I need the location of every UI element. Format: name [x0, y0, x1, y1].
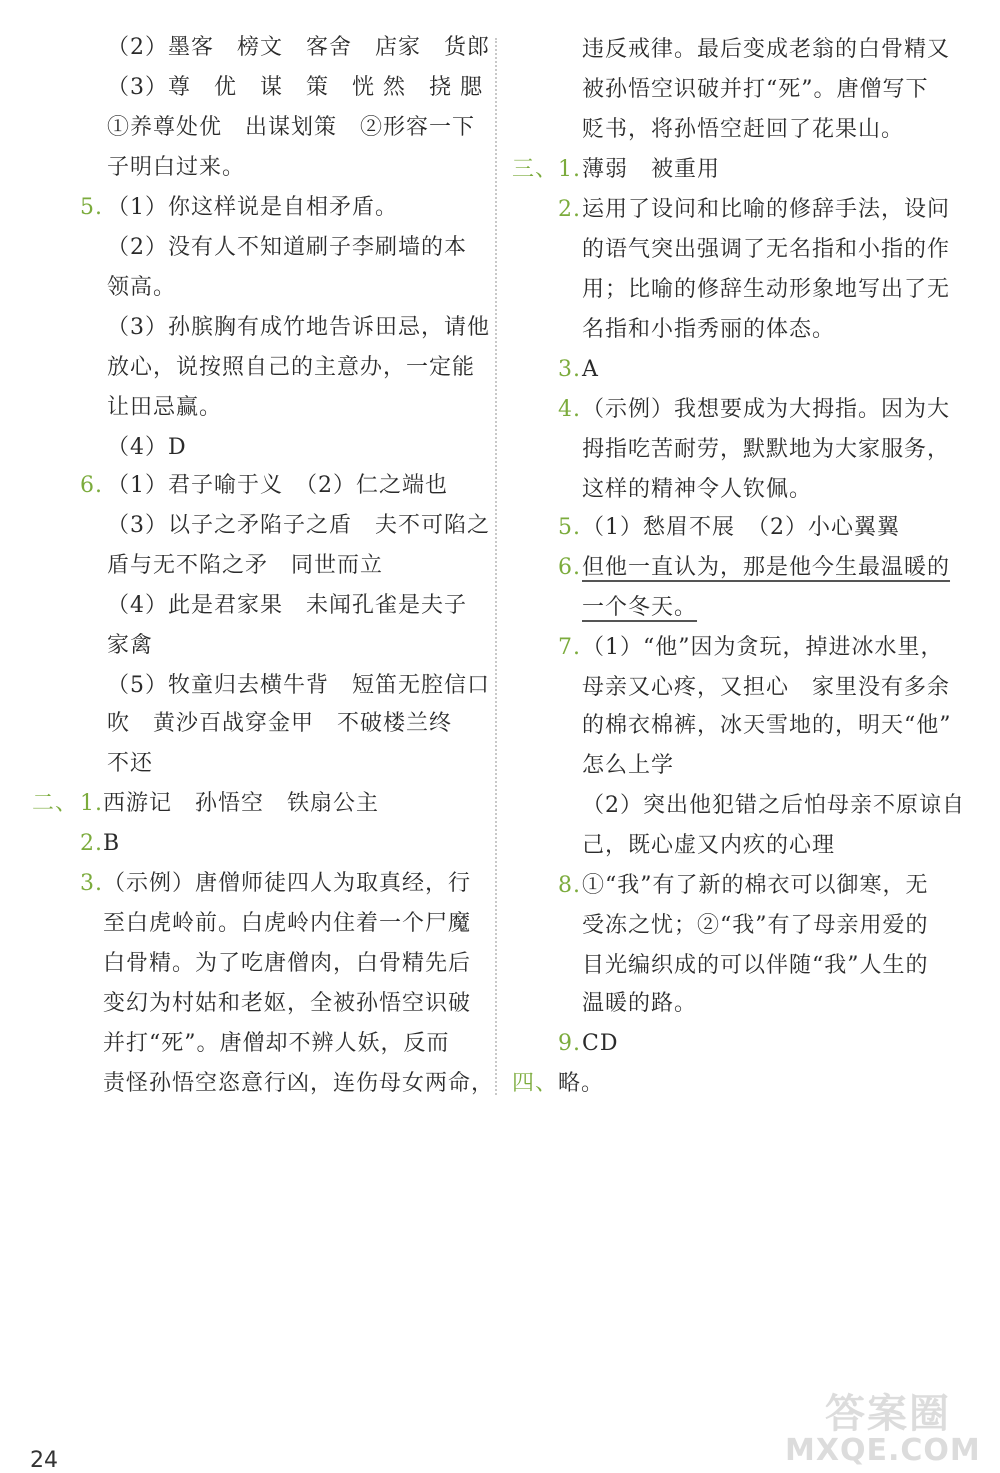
answer-line: 名指和小指秀丽的体态。: [582, 317, 836, 342]
answer-line: 被孙悟空识破并打“死”。唐僧写下: [582, 77, 929, 102]
underlined-answer-line: 但他一直认为，那是他今生最温暖的: [582, 555, 951, 580]
item-number-9: 9.: [558, 1031, 581, 1056]
answer-line: 盾与无不陷之矛 同世而立: [107, 553, 384, 578]
answer-line: 受冻之忧；②“我”有了母亲用爱的: [582, 913, 929, 938]
item-number-4: 4.: [558, 397, 581, 422]
answer-line: （2）突出他犯错之后怕母亲不原谅自: [582, 793, 965, 818]
answer-line: （4）此是君家果 未闻孔雀是夫子: [107, 593, 467, 618]
item-number-5: 5.: [80, 195, 103, 220]
answer-line: （3）尊 优 谋 策 恍 然 挠 腮: [107, 75, 483, 100]
answer-line: 责怪孙悟空恣意行凶，连伤母女两命，: [103, 1071, 495, 1096]
watermark-url: MXQE.COM: [785, 1433, 981, 1468]
answer-line: 吹 黄沙百战穿金甲 不破楼兰终: [107, 711, 453, 736]
answer-line: 母亲又心疼，又担心 家里没有多余: [582, 675, 951, 700]
answer-line: A: [582, 357, 599, 382]
answer-line: （1）“他”因为贪玩，掉进冰水里，: [582, 635, 944, 660]
answer-line: 违反戒律。最后变成老翁的白骨精又: [582, 37, 951, 62]
answer-line: 西游记 孙悟空 铁扇公主: [103, 791, 380, 816]
answer-line: 放心，说按照自己的主意办，一定能: [107, 355, 476, 380]
answer-line: （1）愁眉不展 （2）小心翼翼: [582, 515, 900, 540]
answer-line: 略。: [558, 1071, 605, 1096]
answer-line: 至白虎岭前。白虎岭内住着一个尸魔: [103, 911, 472, 936]
item-number-8: 8.: [558, 873, 581, 898]
section-heading-2: 二、: [32, 791, 79, 816]
item-number-7: 7.: [558, 635, 581, 660]
item-number-6: 6.: [80, 473, 103, 498]
item-number-1: 1.: [558, 157, 581, 182]
answer-line: ①“我”有了新的棉衣可以御寒，无: [582, 873, 929, 898]
answer-line: CD: [582, 1031, 619, 1056]
item-number-2: 2.: [558, 197, 581, 222]
answer-line: 家禽: [107, 633, 154, 658]
answer-line: （3）孙膑胸有成竹地告诉田忌，请他: [107, 315, 490, 340]
item-number-2: 2.: [80, 831, 103, 856]
item-number-3: 3.: [558, 357, 581, 382]
answer-line: B: [103, 831, 121, 856]
answer-line: 不还: [107, 751, 154, 776]
column-divider: [495, 38, 497, 1095]
section-heading-3: 三、: [512, 157, 559, 182]
item-number-5: 5.: [558, 515, 581, 540]
item-number-3: 3.: [80, 871, 103, 896]
page-number: 24: [30, 1448, 58, 1473]
answer-line: 的语气突出强调了无名指和小指的作: [582, 237, 951, 262]
answer-line: 目光编织成的可以伴随“我”人生的: [582, 953, 929, 978]
answer-line: 并打“死”。唐僧却不辨人妖，反而: [103, 1031, 450, 1056]
answer-line: （示例）我想要成为大拇指。因为大: [582, 397, 951, 422]
answer-line: 薄弱 被重用: [582, 157, 721, 182]
answer-line: 让田忌赢。: [107, 395, 223, 420]
answer-line: 贬书，将孙悟空赶回了花果山。: [582, 117, 905, 142]
answer-line: （5）牧童归去横牛背 短笛无腔信口: [107, 673, 490, 698]
answer-line: 温暖的路。: [582, 991, 698, 1016]
answer-line: 的棉衣棉裤，冰天雪地的，明天“他”: [582, 713, 952, 738]
answer-line: 怎么上学: [582, 753, 675, 778]
section-heading-4: 四、: [512, 1071, 559, 1096]
answer-line: 用；比喻的修辞生动形象地写出了无: [582, 277, 951, 302]
answer-line: （3）以子之矛陷子之盾 夫不可陷之: [107, 513, 490, 538]
answer-line: 变幻为村姑和老妪，全被孙悟空识破: [103, 991, 472, 1016]
answer-line: （4）D: [107, 435, 187, 460]
answer-line: 领高。: [107, 275, 177, 300]
answer-line: （示例）唐僧师徒四人为取真经，行: [103, 871, 472, 896]
answer-line: 己，既心虚又内疚的心理: [582, 833, 836, 858]
answer-line: 这样的精神令人钦佩。: [582, 477, 813, 502]
underlined-answer-line: 一个冬天。: [582, 595, 698, 620]
answer-line: 子明白过来。: [107, 155, 246, 180]
item-number-1: 1.: [80, 791, 103, 816]
answer-line: 白骨精。为了吃唐僧肉，白骨精先后: [103, 951, 472, 976]
item-number-6: 6.: [558, 555, 581, 580]
answer-line: （2）没有人不知道刷子李刷墙的本: [107, 235, 467, 260]
watermark-logo-text: 答案圈: [825, 1391, 951, 1437]
answer-line: （1）君子喻于义 （2）仁之端也: [107, 473, 448, 498]
answer-line: ①养尊处优 出谋划策 ②形容一下: [107, 115, 476, 140]
answer-line: 运用了设问和比喻的修辞手法，设问: [582, 197, 951, 222]
answer-line: 拇指吃苦耐劳，默默地为大家服务，: [582, 437, 951, 462]
answer-line: （1）你这样说是自相矛盾。: [107, 195, 398, 220]
answer-line: （2）墨客 榜文 客舍 店家 货郎: [107, 35, 490, 60]
